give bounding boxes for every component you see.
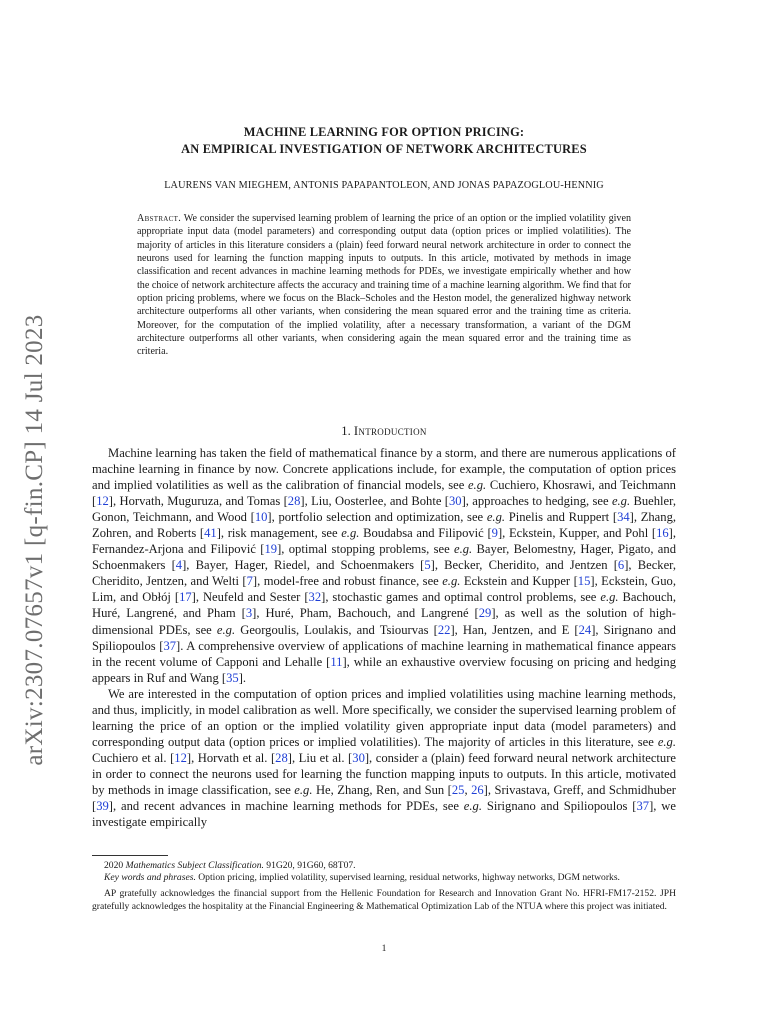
title-line-1: MACHINE LEARNING FOR OPTION PRICING: (243, 125, 525, 139)
section-title: Introduction (353, 424, 427, 438)
italic-text: e.g. (657, 734, 676, 749)
citation-link[interactable]: 30 (352, 750, 365, 765)
citation-link[interactable]: 25 (451, 782, 465, 797)
citation-link[interactable]: 34 (617, 510, 630, 525)
section-number: 1. (341, 424, 351, 438)
citation-link[interactable]: 37 (636, 799, 650, 814)
citation-link[interactable]: 4 (175, 558, 183, 573)
citation-link[interactable]: 26 (471, 782, 484, 797)
italic-text: Mathematics Subject Classification. (125, 860, 264, 871)
footnote-keywords: Key words and phrases. Option pricing, implied volatility, supervised learning, residual networks, highway networks, DGM networks. (104, 872, 620, 884)
citation-link[interactable]: 15 (577, 574, 591, 589)
authors: LAURENS VAN MIEGHEM, ANTONIS PAPAPANTOLEON, AND JONAS PAPAZOGLOU-HENNIG (164, 180, 604, 191)
citation-link[interactable]: 35 (226, 670, 239, 685)
italic-text: e.g. (216, 622, 236, 637)
citation-link[interactable]: 22 (437, 622, 451, 637)
citation-link[interactable]: 30 (448, 494, 462, 509)
abstract-label: Abstract. (137, 213, 182, 224)
paragraph-1: Machine learning has taken the field of mathematical finance by a storm, and there are numerous applications of machine learning in finance by now. Concrete applications include, for example, the computation of option prices and implied volatilities as well as the calibration of financial models, see e.g. Cuchiero, Khosrawi, and Teichmann [12], Horvath, Muguruza, and Tomas [28], Liu, Oosterlee, and Bohte [30], approaches to hedging, see e.g. Buehler, Gonon, Teichmann, and Wood [10], portfolio selection and optimization, see e.g. Pinelis and Ruppert [34], Zhang, Zohren, and Roberts [41], risk management, see e.g. Boudabsa and Filipović [9], Eckstein, Kupper, and Pohl [16], Fernandez-Arjona and Filipović [19], optimal stopping problems, see e.g. Bayer, Belomestny, Hager, Pigato, and Schoenmakers [4], Bayer, Hager, Riedel, and Schoenmakers [5], Becker, Cheridito, and Jentzen [6], Becker, Cheridito, Jentzen, and Welti [7], model-free and robust finance, see e.g. Eckstein and Kupper [15], Eckstein, Guo, Lim, and Obłój [17], Neufeld and Sester [32], stochastic games and optimal control problems, see e.g. Bachouch, Huré, Langrené, and Pham [3], Huré, Pham, Bachouch, and Langrené [29], as well as the solution of high-dimensional PDEs, see e.g. Georgoulis, Loulakis, and Tsiourvas [22], Han, Jentzen, and E [24], Sirignano and Spiliopoulos [37]. A comprehensive overview of applications of machine learning in mathematical finance appears in the recent volume of Capponi and Lehalle [11], while an exhaustive overview focusing on pricing and hedging appears in Ruf and Wang [35]. (92, 446, 677, 685)
citation-link[interactable]: 12 (96, 494, 109, 509)
body-text (92, 445, 676, 830)
citation-link[interactable]: 10 (254, 510, 268, 525)
abstract-text: We consider the supervised learning problem of learning the price of an option or the implied volatility given appropriate input data (model parameters) and corresponding output data (option prices or implied volatilities). The majority of articles in this literature considers a (plain) feed forward neural network architecture in order to connect the neurons used for learning the function mapping inputs to outputs. In this article, motivated by methods in image classification and recent advances in machine learning methods for PDEs, we investigate empirically whether and how the choice of network architecture affects the accuracy and training time of a machine learning algorithm. We find that for option pricing problems, where we focus on the Black–Scholes and the Heston model, the generalized highway network architecture outperforms all other variants, when considering the mean squared error and the training time as criteria. Moreover, for the computation of the implied volatility, after a necessary transformation, a variant of the DGM architecture outperforms all other variants, when considering again the mean squared error and the training time as criteria. (137, 213, 631, 358)
citation-link[interactable]: 3 (245, 606, 253, 621)
citation-link[interactable]: 39 (96, 799, 109, 814)
italic-text: e.g. (463, 799, 482, 814)
abstract (137, 212, 631, 359)
citation-link[interactable]: 32 (308, 590, 322, 605)
citation-link[interactable]: 17 (179, 590, 192, 605)
citation-link[interactable]: 9 (491, 526, 498, 541)
italic-text: e.g. (294, 782, 313, 797)
citation-link[interactable]: 5 (424, 558, 431, 573)
footnote-acknowledgements: AP gratefully acknowledges the financial support from the Hellenic Foundation for Research and Innovation Grant No. HFRI-FM17-2152. JPH gratefully acknowledges the hospitality at the Financial Engineering & Mathematical Optimization Lab of the NTUA where this project was initiated. (92, 888, 676, 912)
citation-link[interactable]: 19 (264, 542, 278, 557)
italic-text: e.g. (467, 478, 487, 493)
italic-text: e.g. (454, 542, 473, 557)
citation-link[interactable]: 12 (174, 750, 187, 765)
citation-link[interactable]: 7 (246, 574, 253, 589)
italic-text: e.g. (600, 590, 619, 605)
citation-link[interactable]: 41 (204, 526, 217, 541)
citation-link[interactable]: 29 (478, 606, 492, 621)
citation-link[interactable]: 16 (656, 526, 669, 541)
italic-text: Key words and phrases. (104, 872, 196, 884)
citation-link[interactable]: 11 (330, 654, 343, 669)
citation-link[interactable]: 28 (275, 750, 288, 765)
citation-link[interactable]: 37 (163, 638, 177, 653)
title-line-2: AN EMPIRICAL INVESTIGATION OF NETWORK ARCHITECTURES (181, 142, 587, 156)
paragraph-2: We are interested in the computation of option prices and implied volatilities using machine learning methods, and thus, implicitly, in model calibration as well. More specifically, we consider the supervised learning problem of learning the price of an option or the implied volatility given appropriate input data (model parameters) and corresponding output data (option prices or implied volatilities). The majority of articles in this literature, see e.g. Cuchiero et al. [12], Horvath et al. [28], Liu et al. [30], consider a (plain) feed forward neural network architecture in order to connect the neurons used for learning the function mapping inputs to outputs. In this article, motivated by methods in image classification, see e.g. He, Zhang, Ren, and Sun [25, 26], Srivastava, Greff, and Schmidhuber [39], and recent advances in machine learning methods for PDEs, see e.g. Sirignano and Spiliopoulos [37], we investigate empirically (92, 686, 676, 830)
paper-title (92, 124, 676, 158)
italic-text: e.g. (341, 526, 360, 541)
italic-text: e.g. (611, 494, 631, 509)
citation-link[interactable]: 28 (287, 494, 301, 509)
section-heading (92, 424, 676, 439)
footnote-msc: 2020 Mathematics Subject Classification. 91G20, 91G60, 68T07. (104, 860, 356, 871)
footnote-rule (92, 855, 168, 856)
arxiv-margin-stamp (10, 314, 60, 766)
arxiv-identifier: arXiv:2307.07657v1 [q-fin.CP] 14 Jul 2023 (21, 314, 48, 766)
italic-text: e.g. (442, 574, 461, 589)
italic-text: e.g. (486, 510, 506, 525)
page-number: 1 (381, 943, 387, 954)
footnotes (92, 860, 676, 913)
citation-link[interactable]: 24 (578, 622, 592, 637)
citation-link[interactable]: 6 (617, 558, 625, 573)
